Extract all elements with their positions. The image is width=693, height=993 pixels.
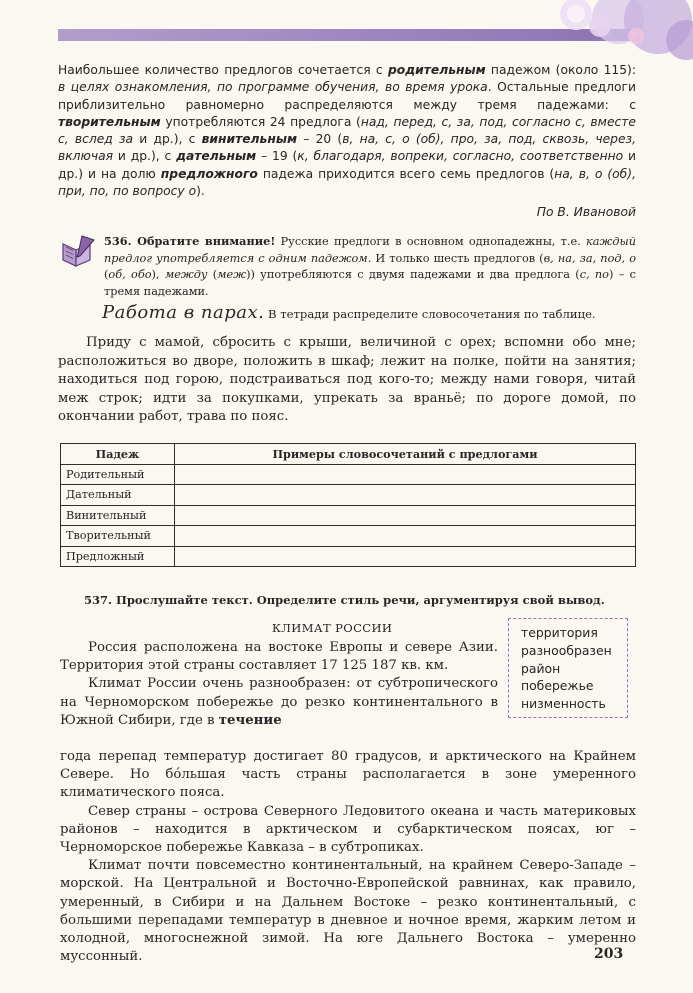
table-row: Творительный [61,526,636,547]
header-circles-decoration [540,0,693,60]
vocabulary-word: территория [521,625,598,640]
vocabulary-box [508,618,628,718]
author-credit: По В. Ивановой [536,205,636,219]
text-title: КЛИМАТ РОССИИ [272,621,393,635]
phrases-paragraph: Приду с мамой, сбросить с крыши, величиной с орех; вспомни обо мне; расположиться во дворе, положить в шкаф; лежит на полке, пойти на занятия; находиться под горою, подстраиваться под кого-то; между нами говоря, читай меж строк; идти за покупками, упрекать за враньё; по дороге домой, по окончании работ, трава по пояс. [58,335,636,424]
vocabulary-word: низменность [521,696,606,712]
vocabulary-word: побережье [521,678,594,694]
table-header-case: Падеж [61,444,175,465]
table-row: Дательный [61,485,636,506]
book-pen-icon [60,234,96,268]
climate-paragraph-2a: Климат России очень разнообразен: от субтропического на Черноморском побережье до резко континентального в Южной Сибири, где в течение [60,676,498,728]
climate-paragraph-2b: года перепад температур достигает 80 градусов, и арктического на Крайнем Севере. Но бóльшая часть страны располагается в зоне умеренного климатического пояса. [60,749,636,801]
vocabulary-word: разнообразен [521,642,612,658]
table-row: Родительный [61,464,636,485]
vocabulary-word: район [521,660,561,676]
page-number: 203 [594,946,624,962]
table-header-examples: Примеры словосочетаний с предлогами [175,444,636,465]
table-row: Винительный [61,505,636,526]
climate-text-part1 [60,639,498,730]
climate-text-part2 [60,748,636,966]
climate-paragraph-3: Север страны – острова Северного Ледовитого океана и часть материковых районов – находится в арктическом и субарктическом поясах, юг – Черноморское побережье Кавказа – в субтропиках. [60,803,636,856]
cases-table [60,443,636,567]
pair-work-task: Работа в парах. В тетради распределите словосочетания по таблице. [102,302,596,323]
pair-work-label: Работа в парах. [102,302,265,323]
intro-paragraph: Наибольшее количество предлогов сочетается с родительным падежом (около 115): в целях ознакомления, по программе обучения, во время урока. Остальные предлоги приблизительно равномерно распределяются между тремя падежами: с творительным употребляются 24 предлога (над, перед, с, за, под, согласно с, вместе с, вслед за и др.), с винительным – 20 (в, на, с, о (об), про, за, под, сквозь, через, включая и др.), с дательным – 19 (к, благодаря, вопреки, согласно, соответственно и др.) и на долю предложного падежа приходится всего семь предлогов (на, в, о (об), при, по, по вопросу о). [58,63,637,199]
climate-paragraph-4: Климат почти повсеместно континентальный, на крайнем Северо-Западе – морской. На Центральной и Восточно-Европейской равнинах, как правило, умеренный, в Сибири и на Дальнем Востоке – резко континентальный, с большими перепадами температур в дневное и ночное время, жарким летом и холодной, многоснежной зимой. На юге Дальнего Востока – умеренно муссонный. [60,858,636,965]
exercise-536: 536. Обратите внимание! Русские предлоги в основном однопадежны, т.е. каждый предлог употребляется с одним падежом. И только шесть предлогов (в, на, за, под, о (об, обо), между (меж)) употребляются с двумя падежами и два предлога (с, по) – с тремя падежами. [104,234,637,298]
table-header-row [61,444,636,465]
climate-paragraph-1: Россия расположена на востоке Европы и севере Азии. Территория этой страны составляет 17 125 187 кв. км. [60,640,498,674]
exercise-537: 537. Прослушайте текст. Определите стиль речи, аргументируя свой вывод. [84,593,605,607]
table-row: Предложный [61,546,636,567]
